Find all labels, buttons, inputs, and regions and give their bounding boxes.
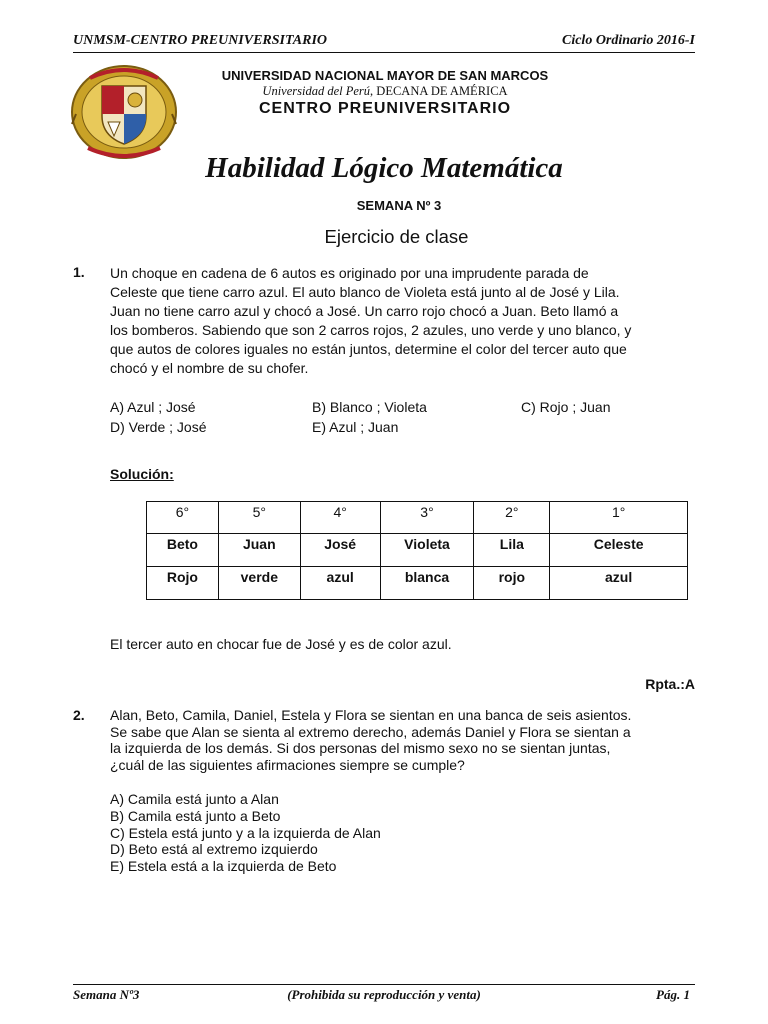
- table-row: [147, 534, 688, 567]
- table-cell: 3°: [380, 502, 474, 534]
- footer-divider: [73, 984, 695, 985]
- q2-option-b: B) Camila está junto a Beto: [110, 807, 281, 824]
- table-cell: azul: [550, 567, 688, 600]
- university-subtitle-italic: Universidad del Perú: [262, 84, 371, 98]
- table-cell: verde: [218, 567, 300, 600]
- q2-option-c: C) Estela está junto y a la izquierda de Alan: [110, 824, 381, 841]
- question-1-number: 1.: [73, 264, 85, 280]
- solution-table: [146, 501, 688, 600]
- table-cell: Lila: [474, 534, 550, 567]
- table-cell: 1°: [550, 502, 688, 534]
- university-subtitle: [180, 84, 590, 99]
- q2-option-e: E) Estela está a la izquierda de Beto: [110, 858, 337, 875]
- section-title: Ejercicio de clase: [324, 226, 469, 247]
- q1-option-a: A) Azul ; José: [110, 399, 196, 415]
- question-1-text: [110, 264, 695, 378]
- table-row: [147, 567, 688, 600]
- question-1-line: Celeste que tiene carro azul. El auto blanco de Violeta está junto al de José y Lila.: [110, 284, 620, 300]
- question-1-line: que autos de colores iguales no están juntos, determine el color del tercer auto que: [110, 341, 627, 357]
- q1-option-e: E) Azul ; Juan: [312, 419, 399, 435]
- question-2-number: 2.: [73, 707, 85, 723]
- table-cell: azul: [300, 567, 380, 600]
- table-row: [147, 502, 688, 534]
- question-2-line: ¿cuál de las siguientes afirmaciones siempre se cumple?: [110, 756, 465, 773]
- footer-left: Semana Nº3: [73, 987, 140, 1002]
- table-cell: José: [300, 534, 380, 567]
- question-2-line: la izquierda de los demás. Si dos personas del mismo sexo no se sientan juntas,: [110, 740, 611, 757]
- question-1-line: los bomberos. Sabiendo que son 2 carros rojos, 2 azules, uno verde y uno blanco, y: [110, 322, 632, 338]
- table-cell: 6°: [147, 502, 219, 534]
- solution-conclusion: El tercer auto en chocar fue de José y es de color azul.: [110, 636, 452, 652]
- q1-option-c: C) Rojo ; Juan: [521, 399, 611, 415]
- solution-label: Solución:: [110, 466, 174, 482]
- question-1-line: chocó y el nombre de su chofer.: [110, 360, 309, 376]
- footer-page-number: Pág. 1: [656, 987, 690, 1002]
- table-cell: Celeste: [550, 534, 688, 567]
- table-cell: Beto: [147, 534, 219, 567]
- page-title: Habilidad Lógico Matemática: [205, 152, 563, 184]
- center-name: CENTRO PREUNIVERSITARIO: [258, 100, 512, 117]
- q2-option-a: A) Camila está junto a Alan: [110, 791, 279, 807]
- university-name: UNIVERSIDAD NACIONAL MAYOR DE SAN MARCOS: [221, 68, 549, 83]
- table-cell: Rojo: [147, 567, 219, 600]
- table-cell: rojo: [474, 567, 550, 600]
- q1-option-d: D) Verde ; José: [110, 419, 207, 435]
- week-label: SEMANA Nº 3: [356, 198, 442, 213]
- question-1-line: Un choque en cadena de 6 autos es originado por una imprudente parada de: [110, 265, 589, 281]
- q2-options: [110, 791, 381, 875]
- table-cell: Violeta: [380, 534, 474, 567]
- footer-center: (Prohibida su reproducción y venta): [287, 987, 481, 1002]
- header-left: UNMSM-CENTRO PREUNIVERSITARIO: [73, 33, 328, 48]
- question-1-line: Juan no tiene carro azul y chocó a José. Un carro rojo chocó a Juan. Beto llamó a: [110, 303, 619, 319]
- table-cell: blanca: [380, 567, 474, 600]
- question-2-line: Alan, Beto, Camila, Daniel, Estela y Flora se sientan en una banca de seis asientos.: [110, 707, 632, 723]
- table-cell: 2°: [474, 502, 550, 534]
- header-divider: [73, 52, 695, 53]
- header-right: Ciclo Ordinario 2016-I: [561, 33, 695, 48]
- table-cell: 4°: [300, 502, 380, 534]
- table-cell: 5°: [218, 502, 300, 534]
- answer-label: Rpta.:A: [645, 676, 695, 692]
- university-seal-icon: [68, 64, 180, 164]
- table-cell: Juan: [218, 534, 300, 567]
- question-2-text: [110, 707, 695, 773]
- question-2-line: Se sabe que Alan se sienta al extremo derecho, además Daniel y Flora se sientan a: [110, 723, 631, 740]
- university-subtitle-rest: , DECANA DE AMÉRICA: [370, 84, 508, 98]
- q1-option-b: B) Blanco ; Violeta: [312, 399, 427, 415]
- q2-option-d: D) Beto está al extremo izquierdo: [110, 841, 318, 858]
